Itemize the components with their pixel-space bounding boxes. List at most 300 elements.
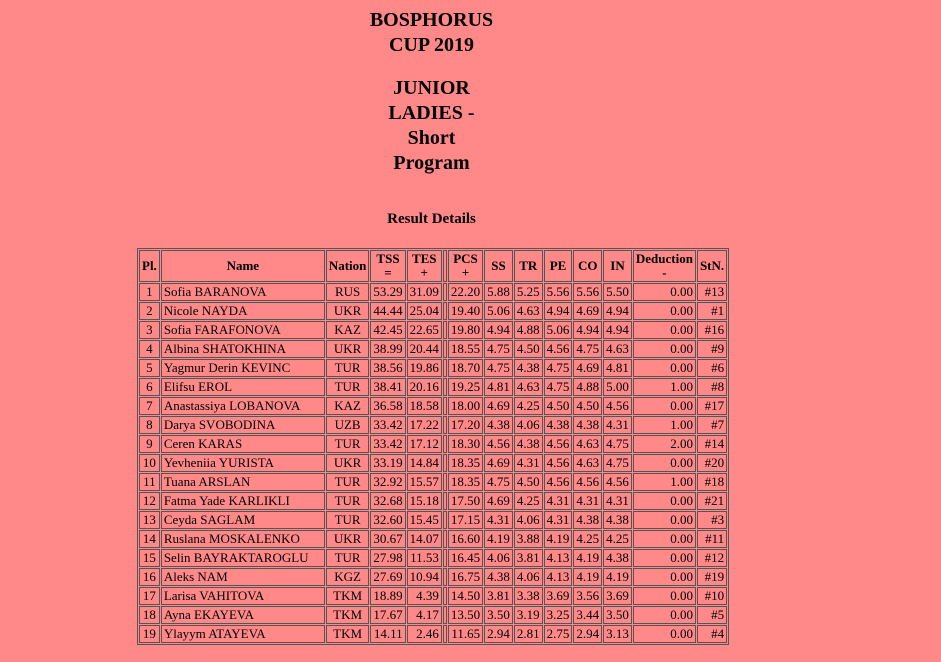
table-row — [139, 378, 727, 396]
start-number-cell: #12 — [697, 549, 727, 567]
start-number-cell: #9 — [697, 340, 727, 358]
co-cell: 4.88 — [573, 378, 602, 396]
name-cell: Sofia FARAFONOVA — [161, 321, 325, 339]
tss-cell: 36.58 — [370, 397, 405, 415]
tes-cell: 15.57 — [407, 473, 442, 491]
name-cell: Darya SVOBODINA — [161, 416, 325, 434]
nation-cell: UKR — [326, 454, 370, 472]
co-cell: 4.63 — [573, 435, 602, 453]
table-row — [139, 359, 727, 377]
nation-cell: TKM — [326, 587, 370, 605]
ss-cell: 4.69 — [484, 492, 513, 510]
co-cell: 4.69 — [573, 302, 602, 320]
deduction-cell: 0.00 — [633, 530, 696, 548]
tss-cell: 18.89 — [370, 587, 405, 605]
tes-cell: 17.12 — [407, 435, 442, 453]
ss-cell: 4.31 — [484, 511, 513, 529]
nation-cell: TUR — [326, 435, 370, 453]
deduction-cell: 0.00 — [633, 321, 696, 339]
place-cell: 14 — [139, 530, 160, 548]
pe-cell: 4.56 — [544, 435, 573, 453]
table-row — [139, 302, 727, 320]
tes-cell: 18.58 — [407, 397, 442, 415]
spacer-cell — [443, 378, 447, 396]
pe-cell: 4.56 — [544, 340, 573, 358]
start-number-cell: #4 — [697, 625, 727, 643]
in-cell: 4.25 — [603, 530, 632, 548]
header-tss-operator: = — [384, 265, 392, 280]
start-number-cell: #17 — [697, 397, 727, 415]
tss-cell: 33.42 — [370, 435, 405, 453]
header-name: Name — [161, 250, 325, 282]
ss-cell: 3.81 — [484, 587, 513, 605]
pcs-cell: 22.20 — [448, 283, 483, 301]
pe-cell: 4.13 — [544, 568, 573, 586]
tes-cell: 25.04 — [407, 302, 442, 320]
event-title-line-2: CUP 2019 — [389, 34, 474, 56]
table-row — [139, 283, 727, 301]
pcs-cell: 18.55 — [448, 340, 483, 358]
spacer-cell — [443, 587, 447, 605]
co-cell: 4.50 — [573, 397, 602, 415]
tr-cell: 4.38 — [514, 435, 543, 453]
tss-cell: 53.29 — [370, 283, 405, 301]
ss-cell: 5.88 — [484, 283, 513, 301]
tes-cell: 15.18 — [407, 492, 442, 510]
deduction-cell: 0.00 — [633, 283, 696, 301]
table-row — [139, 321, 727, 339]
name-cell: Ruslana MOSKALENKO — [161, 530, 325, 548]
place-cell: 18 — [139, 606, 160, 624]
pcs-cell: 19.80 — [448, 321, 483, 339]
place-cell: 17 — [139, 587, 160, 605]
name-cell: Ceyda SAGLAM — [161, 511, 325, 529]
header-in: IN — [603, 250, 632, 282]
in-cell: 4.38 — [603, 549, 632, 567]
tr-cell: 4.63 — [514, 302, 543, 320]
co-cell: 4.38 — [573, 511, 602, 529]
in-cell: 4.56 — [603, 397, 632, 415]
table-row — [139, 606, 727, 624]
header-place: Pl. — [139, 250, 160, 282]
ss-cell: 4.56 — [484, 435, 513, 453]
deduction-cell: 0.00 — [633, 302, 696, 320]
nation-cell: KAZ — [326, 397, 370, 415]
tes-cell: 14.84 — [407, 454, 442, 472]
start-number-cell: #13 — [697, 283, 727, 301]
tr-cell: 4.06 — [514, 416, 543, 434]
tss-cell: 38.99 — [370, 340, 405, 358]
name-cell: Ceren KARAS — [161, 435, 325, 453]
header-pcs-label: PCS — [453, 251, 478, 266]
deduction-cell: 0.00 — [633, 492, 696, 510]
nation-cell: TUR — [326, 511, 370, 529]
spacer-cell — [443, 321, 447, 339]
tes-cell: 2.46 — [407, 625, 442, 643]
in-cell: 4.19 — [603, 568, 632, 586]
in-cell: 5.00 — [603, 378, 632, 396]
segment-title-line-2: LADIES - — [388, 102, 475, 124]
pcs-cell: 11.65 — [448, 625, 483, 643]
header-tes — [407, 250, 442, 282]
deduction-cell: 0.00 — [633, 549, 696, 567]
pcs-cell: 14.50 — [448, 587, 483, 605]
ss-cell: 4.94 — [484, 321, 513, 339]
place-cell: 8 — [139, 416, 160, 434]
ss-cell: 4.69 — [484, 454, 513, 472]
nation-cell: UKR — [326, 302, 370, 320]
header-row — [139, 250, 727, 282]
in-cell: 4.75 — [603, 454, 632, 472]
place-cell: 5 — [139, 359, 160, 377]
tss-cell: 32.92 — [370, 473, 405, 491]
deduction-cell: 0.00 — [633, 397, 696, 415]
nation-cell: TKM — [326, 606, 370, 624]
in-cell: 4.63 — [603, 340, 632, 358]
deduction-cell: 0.00 — [633, 606, 696, 624]
tss-cell: 17.67 — [370, 606, 405, 624]
ss-cell: 4.75 — [484, 359, 513, 377]
co-cell: 4.19 — [573, 568, 602, 586]
in-cell: 4.75 — [603, 435, 632, 453]
co-cell: 4.94 — [573, 321, 602, 339]
pe-cell: 4.38 — [544, 416, 573, 434]
tss-cell: 42.45 — [370, 321, 405, 339]
co-cell: 2.94 — [573, 625, 602, 643]
pe-cell: 3.69 — [544, 587, 573, 605]
deduction-cell: 0.00 — [633, 454, 696, 472]
deduction-cell: 0.00 — [633, 625, 696, 643]
start-number-cell: #20 — [697, 454, 727, 472]
ss-cell: 4.75 — [484, 473, 513, 491]
place-cell: 12 — [139, 492, 160, 510]
place-cell: 16 — [139, 568, 160, 586]
tr-cell: 4.88 — [514, 321, 543, 339]
pe-cell: 4.94 — [544, 302, 573, 320]
ss-cell: 4.75 — [484, 340, 513, 358]
tss-cell: 32.60 — [370, 511, 405, 529]
pcs-cell: 17.20 — [448, 416, 483, 434]
header-pcs — [448, 250, 483, 282]
table-row — [139, 416, 727, 434]
place-cell: 10 — [139, 454, 160, 472]
tes-cell: 11.53 — [407, 549, 442, 567]
name-cell: Ylayym ATAYEVA — [161, 625, 325, 643]
nation-cell: UKR — [326, 340, 370, 358]
pe-cell: 4.75 — [544, 378, 573, 396]
pe-cell: 4.19 — [544, 530, 573, 548]
pcs-cell: 17.50 — [448, 492, 483, 510]
tss-cell: 14.11 — [370, 625, 405, 643]
in-cell: 3.50 — [603, 606, 632, 624]
place-cell: 4 — [139, 340, 160, 358]
nation-cell: KAZ — [326, 321, 370, 339]
deduction-cell: 1.00 — [633, 416, 696, 434]
deduction-cell: 0.00 — [633, 340, 696, 358]
pe-cell: 5.06 — [544, 321, 573, 339]
deduction-cell: 0.00 — [633, 587, 696, 605]
name-cell: Larisa VAHITOVA — [161, 587, 325, 605]
tes-cell: 22.65 — [407, 321, 442, 339]
deduction-cell: 2.00 — [633, 435, 696, 453]
tr-cell: 5.25 — [514, 283, 543, 301]
spacer-cell — [443, 625, 447, 643]
start-number-cell: #5 — [697, 606, 727, 624]
deduction-cell: 0.00 — [633, 511, 696, 529]
ss-cell: 4.19 — [484, 530, 513, 548]
start-number-cell: #8 — [697, 378, 727, 396]
table-row — [139, 397, 727, 415]
header-co: CO — [573, 250, 602, 282]
tss-cell: 32.68 — [370, 492, 405, 510]
pe-cell: 2.75 — [544, 625, 573, 643]
tr-cell: 4.06 — [514, 511, 543, 529]
header-tss — [370, 250, 405, 282]
place-cell: 6 — [139, 378, 160, 396]
tes-cell: 4.39 — [407, 587, 442, 605]
table-row — [139, 549, 727, 567]
ss-cell: 4.81 — [484, 378, 513, 396]
in-cell: 3.69 — [603, 587, 632, 605]
segment-title-line-4: Program — [393, 152, 470, 174]
header-ss: SS — [484, 250, 513, 282]
tss-cell: 38.41 — [370, 378, 405, 396]
in-cell: 4.38 — [603, 511, 632, 529]
tr-cell: 4.50 — [514, 340, 543, 358]
tss-cell: 27.69 — [370, 568, 405, 586]
spacer-cell — [443, 492, 447, 510]
name-cell: Ayna EKAYEVA — [161, 606, 325, 624]
pe-cell: 4.75 — [544, 359, 573, 377]
pcs-cell: 17.15 — [448, 511, 483, 529]
pe-cell: 4.13 — [544, 549, 573, 567]
tr-cell: 4.50 — [514, 473, 543, 491]
tr-cell: 3.81 — [514, 549, 543, 567]
spacer-cell — [443, 283, 447, 301]
ss-cell: 5.06 — [484, 302, 513, 320]
start-number-cell: #18 — [697, 473, 727, 491]
start-number-cell: #7 — [697, 416, 727, 434]
pcs-cell: 16.75 — [448, 568, 483, 586]
spacer-cell — [443, 359, 447, 377]
pcs-cell: 18.35 — [448, 454, 483, 472]
co-cell: 4.38 — [573, 416, 602, 434]
start-number-cell: #21 — [697, 492, 727, 510]
name-cell: Albina SHATOKHINA — [161, 340, 325, 358]
spacer-cell — [443, 606, 447, 624]
place-cell: 11 — [139, 473, 160, 491]
start-number-cell: #16 — [697, 321, 727, 339]
segment-title — [0, 76, 863, 176]
tes-cell: 17.22 — [407, 416, 442, 434]
pe-cell: 4.56 — [544, 454, 573, 472]
header-tes-operator: + — [420, 265, 428, 280]
table-row — [139, 530, 727, 548]
spacer-cell — [443, 302, 447, 320]
name-cell: Tuana ARSLAN — [161, 473, 325, 491]
header-deduction-operator: - — [662, 265, 667, 280]
place-cell: 13 — [139, 511, 160, 529]
header-deduction-label: Deduction — [635, 251, 693, 266]
segment-title-line-3: Short — [407, 127, 456, 149]
tes-cell: 4.17 — [407, 606, 442, 624]
spacer-cell — [443, 454, 447, 472]
header-start-number: StN. — [697, 250, 727, 282]
co-cell: 4.69 — [573, 359, 602, 377]
name-cell: Nicole NAYDA — [161, 302, 325, 320]
start-number-cell: #1 — [697, 302, 727, 320]
start-number-cell: #14 — [697, 435, 727, 453]
pe-cell: 4.56 — [544, 473, 573, 491]
start-number-cell: #6 — [697, 359, 727, 377]
table-row — [139, 435, 727, 453]
name-cell: Sofia BARANOVA — [161, 283, 325, 301]
tss-cell: 33.42 — [370, 416, 405, 434]
spacer-cell — [443, 397, 447, 415]
table-row — [139, 454, 727, 472]
segment-title-line-1: JUNIOR — [393, 77, 470, 99]
tss-cell: 44.44 — [370, 302, 405, 320]
tes-cell: 20.16 — [407, 378, 442, 396]
table-row — [139, 568, 727, 586]
pe-cell: 4.31 — [544, 492, 573, 510]
tss-cell: 30.67 — [370, 530, 405, 548]
tr-cell: 4.25 — [514, 397, 543, 415]
tr-cell: 4.25 — [514, 492, 543, 510]
header-tss-label: TSS — [376, 251, 400, 266]
in-cell: 4.31 — [603, 492, 632, 510]
spacer-cell — [443, 473, 447, 491]
co-cell: 3.56 — [573, 587, 602, 605]
pe-cell: 5.56 — [544, 283, 573, 301]
pcs-cell: 19.25 — [448, 378, 483, 396]
name-cell: Yagmur Derin KEVINC — [161, 359, 325, 377]
tes-cell: 10.94 — [407, 568, 442, 586]
spacer-cell — [443, 549, 447, 567]
nation-cell: RUS — [326, 283, 370, 301]
event-title-line-1: BOSPHORUS — [369, 9, 494, 31]
pe-cell: 4.31 — [544, 511, 573, 529]
in-cell: 4.81 — [603, 359, 632, 377]
nation-cell: TUR — [326, 492, 370, 510]
tr-cell: 4.31 — [514, 454, 543, 472]
name-cell: Aleks NAM — [161, 568, 325, 586]
spacer-cell — [443, 530, 447, 548]
place-cell: 2 — [139, 302, 160, 320]
tss-cell: 33.19 — [370, 454, 405, 472]
results-table — [137, 248, 729, 645]
tes-cell: 14.07 — [407, 530, 442, 548]
spacer-cell — [443, 416, 447, 434]
start-number-cell: #11 — [697, 530, 727, 548]
name-cell: Anastassiya LOBANOVA — [161, 397, 325, 415]
pcs-cell: 18.35 — [448, 473, 483, 491]
ss-cell: 4.38 — [484, 416, 513, 434]
nation-cell: TUR — [326, 378, 370, 396]
co-cell: 4.31 — [573, 492, 602, 510]
name-cell: Fatma Yade KARLIKLI — [161, 492, 325, 510]
ss-cell: 4.06 — [484, 549, 513, 567]
pcs-cell: 19.40 — [448, 302, 483, 320]
nation-cell: TUR — [326, 473, 370, 491]
deduction-cell: 0.00 — [633, 568, 696, 586]
place-cell: 19 — [139, 625, 160, 643]
pcs-cell: 16.60 — [448, 530, 483, 548]
section-title: Result Details — [387, 211, 476, 227]
table-row — [139, 473, 727, 491]
deduction-cell: 0.00 — [633, 359, 696, 377]
table-row — [139, 625, 727, 643]
in-cell: 3.13 — [603, 625, 632, 643]
table-row — [139, 340, 727, 358]
event-title — [0, 8, 863, 58]
start-number-cell: #3 — [697, 511, 727, 529]
co-cell: 4.56 — [573, 473, 602, 491]
header-nation: Nation — [326, 250, 370, 282]
place-cell: 15 — [139, 549, 160, 567]
name-cell: Yevheniia YURISTA — [161, 454, 325, 472]
place-cell: 1 — [139, 283, 160, 301]
start-number-cell: #19 — [697, 568, 727, 586]
place-cell: 3 — [139, 321, 160, 339]
header-spacer — [443, 250, 447, 282]
name-cell: Elifsu EROL — [161, 378, 325, 396]
tss-cell: 38.56 — [370, 359, 405, 377]
co-cell: 4.75 — [573, 340, 602, 358]
tr-cell: 2.81 — [514, 625, 543, 643]
header-pcs-operator: + — [461, 265, 470, 280]
ss-cell: 4.69 — [484, 397, 513, 415]
pcs-cell: 13.50 — [448, 606, 483, 624]
table-row — [139, 492, 727, 510]
deduction-cell: 1.00 — [633, 473, 696, 491]
ss-cell: 2.94 — [484, 625, 513, 643]
co-cell: 3.44 — [573, 606, 602, 624]
tes-cell: 31.09 — [407, 283, 442, 301]
co-cell: 4.19 — [573, 549, 602, 567]
pcs-cell: 18.70 — [448, 359, 483, 377]
pe-cell: 3.25 — [544, 606, 573, 624]
pcs-cell: 16.45 — [448, 549, 483, 567]
in-cell: 4.31 — [603, 416, 632, 434]
nation-cell: TUR — [326, 549, 370, 567]
tes-cell: 20.44 — [407, 340, 442, 358]
spacer-cell — [443, 435, 447, 453]
header-pe: PE — [544, 250, 573, 282]
tr-cell: 3.19 — [514, 606, 543, 624]
nation-cell: UKR — [326, 530, 370, 548]
pcs-cell: 18.30 — [448, 435, 483, 453]
spacer-cell — [443, 340, 447, 358]
tes-cell: 19.86 — [407, 359, 442, 377]
in-cell: 5.50 — [603, 283, 632, 301]
place-cell: 7 — [139, 397, 160, 415]
tes-cell: 15.45 — [407, 511, 442, 529]
nation-cell: TUR — [326, 359, 370, 377]
nation-cell: UZB — [326, 416, 370, 434]
in-cell: 4.56 — [603, 473, 632, 491]
nation-cell: TKM — [326, 625, 370, 643]
tr-cell: 3.38 — [514, 587, 543, 605]
start-number-cell: #10 — [697, 587, 727, 605]
pe-cell: 4.50 — [544, 397, 573, 415]
spacer-cell — [443, 511, 447, 529]
table-row — [139, 511, 727, 529]
in-cell: 4.94 — [603, 321, 632, 339]
in-cell: 4.94 — [603, 302, 632, 320]
nation-cell: KGZ — [326, 568, 370, 586]
deduction-cell: 1.00 — [633, 378, 696, 396]
